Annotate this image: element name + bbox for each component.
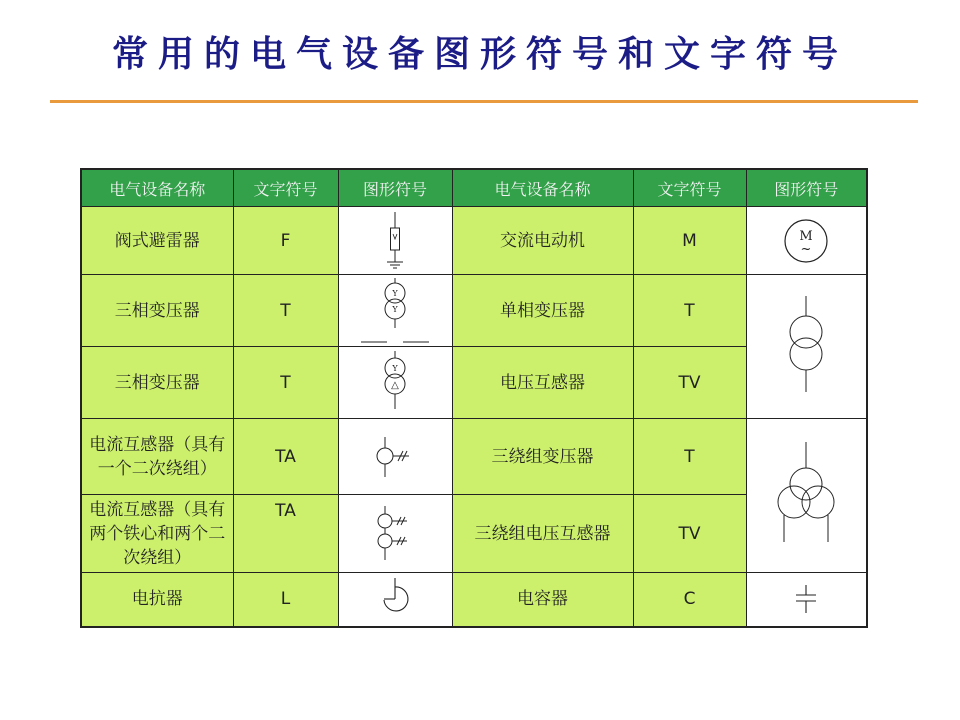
header-device-name-left: 电气设备名称	[81, 169, 233, 207]
surge-arrester-symbol-icon	[338, 207, 452, 275]
wye-label: Y	[392, 304, 398, 314]
three-phase-transformer-wye-delta-symbol-icon	[338, 347, 452, 419]
letter-code-cell: T	[233, 347, 338, 419]
title-divider	[50, 100, 918, 103]
header-graphic-symbol-left: 图形符号	[338, 169, 452, 207]
header-device-name-right: 电气设备名称	[452, 169, 633, 207]
device-name-cell: 电抗器	[81, 573, 233, 627]
letter-code-cell: F	[233, 207, 338, 275]
letter-code-cell: TA	[233, 495, 338, 573]
three-winding-transformer-symbol-icon	[746, 419, 867, 573]
letter-code-cell: TV	[633, 347, 746, 419]
current-transformer-two-cores-symbol-icon	[338, 495, 452, 573]
single-phase-transformer-symbol-icon	[746, 275, 867, 419]
letter-code-cell: T	[633, 419, 746, 495]
wye-label: Y	[392, 363, 398, 373]
device-name-cell: 单相变压器	[452, 275, 633, 347]
motor-letter: M	[799, 228, 813, 244]
table-header-row	[81, 169, 867, 207]
table-row	[81, 573, 867, 627]
table-row	[81, 275, 867, 347]
device-name-cell: 交流电动机	[452, 207, 633, 275]
table-row	[81, 419, 867, 495]
table-row	[81, 207, 867, 275]
device-name-cell: 电容器	[452, 573, 633, 627]
wye-label: Y	[392, 288, 398, 298]
letter-code-cell: L	[233, 573, 338, 627]
motor-tilde: ~	[800, 241, 812, 257]
header-letter-code-right: 文字符号	[633, 169, 746, 207]
symbols-table	[80, 168, 868, 628]
header-letter-code-left: 文字符号	[233, 169, 338, 207]
letter-code-cell: C	[633, 573, 746, 627]
current-transformer-one-winding-symbol-icon	[338, 419, 452, 495]
capacitor-symbol-icon	[746, 573, 867, 627]
delta-label: △	[391, 379, 399, 391]
device-name-cell: 电流互感器（具有一个二次绕组）	[81, 419, 233, 495]
three-phase-transformer-symbol-icon	[338, 275, 452, 347]
letter-code-cell: TA	[233, 419, 338, 495]
device-name-cell: 阀式避雷器	[81, 207, 233, 275]
device-name-cell: 三相变压器	[81, 347, 233, 419]
device-name-cell: 三绕组变压器	[452, 419, 633, 495]
device-name-cell: 电压互感器	[452, 347, 633, 419]
letter-code-cell: TV	[633, 495, 746, 573]
page-title: 常用的电气设备图形符号和文字符号	[111, 33, 848, 75]
device-name-cell: 三相变压器	[81, 275, 233, 347]
letter-code-cell: T	[233, 275, 338, 347]
reactor-symbol-icon	[338, 573, 452, 627]
header-graphic-symbol-right: 图形符号	[746, 169, 867, 207]
ac-motor-symbol-icon	[746, 207, 867, 275]
device-name-cell: 三绕组电压互感器	[452, 495, 633, 573]
letter-code-cell: M	[633, 207, 746, 275]
letter-code-cell: T	[633, 275, 746, 347]
device-name-cell: 电流互感器（具有两个铁心和两个二次绕组）	[81, 495, 233, 573]
